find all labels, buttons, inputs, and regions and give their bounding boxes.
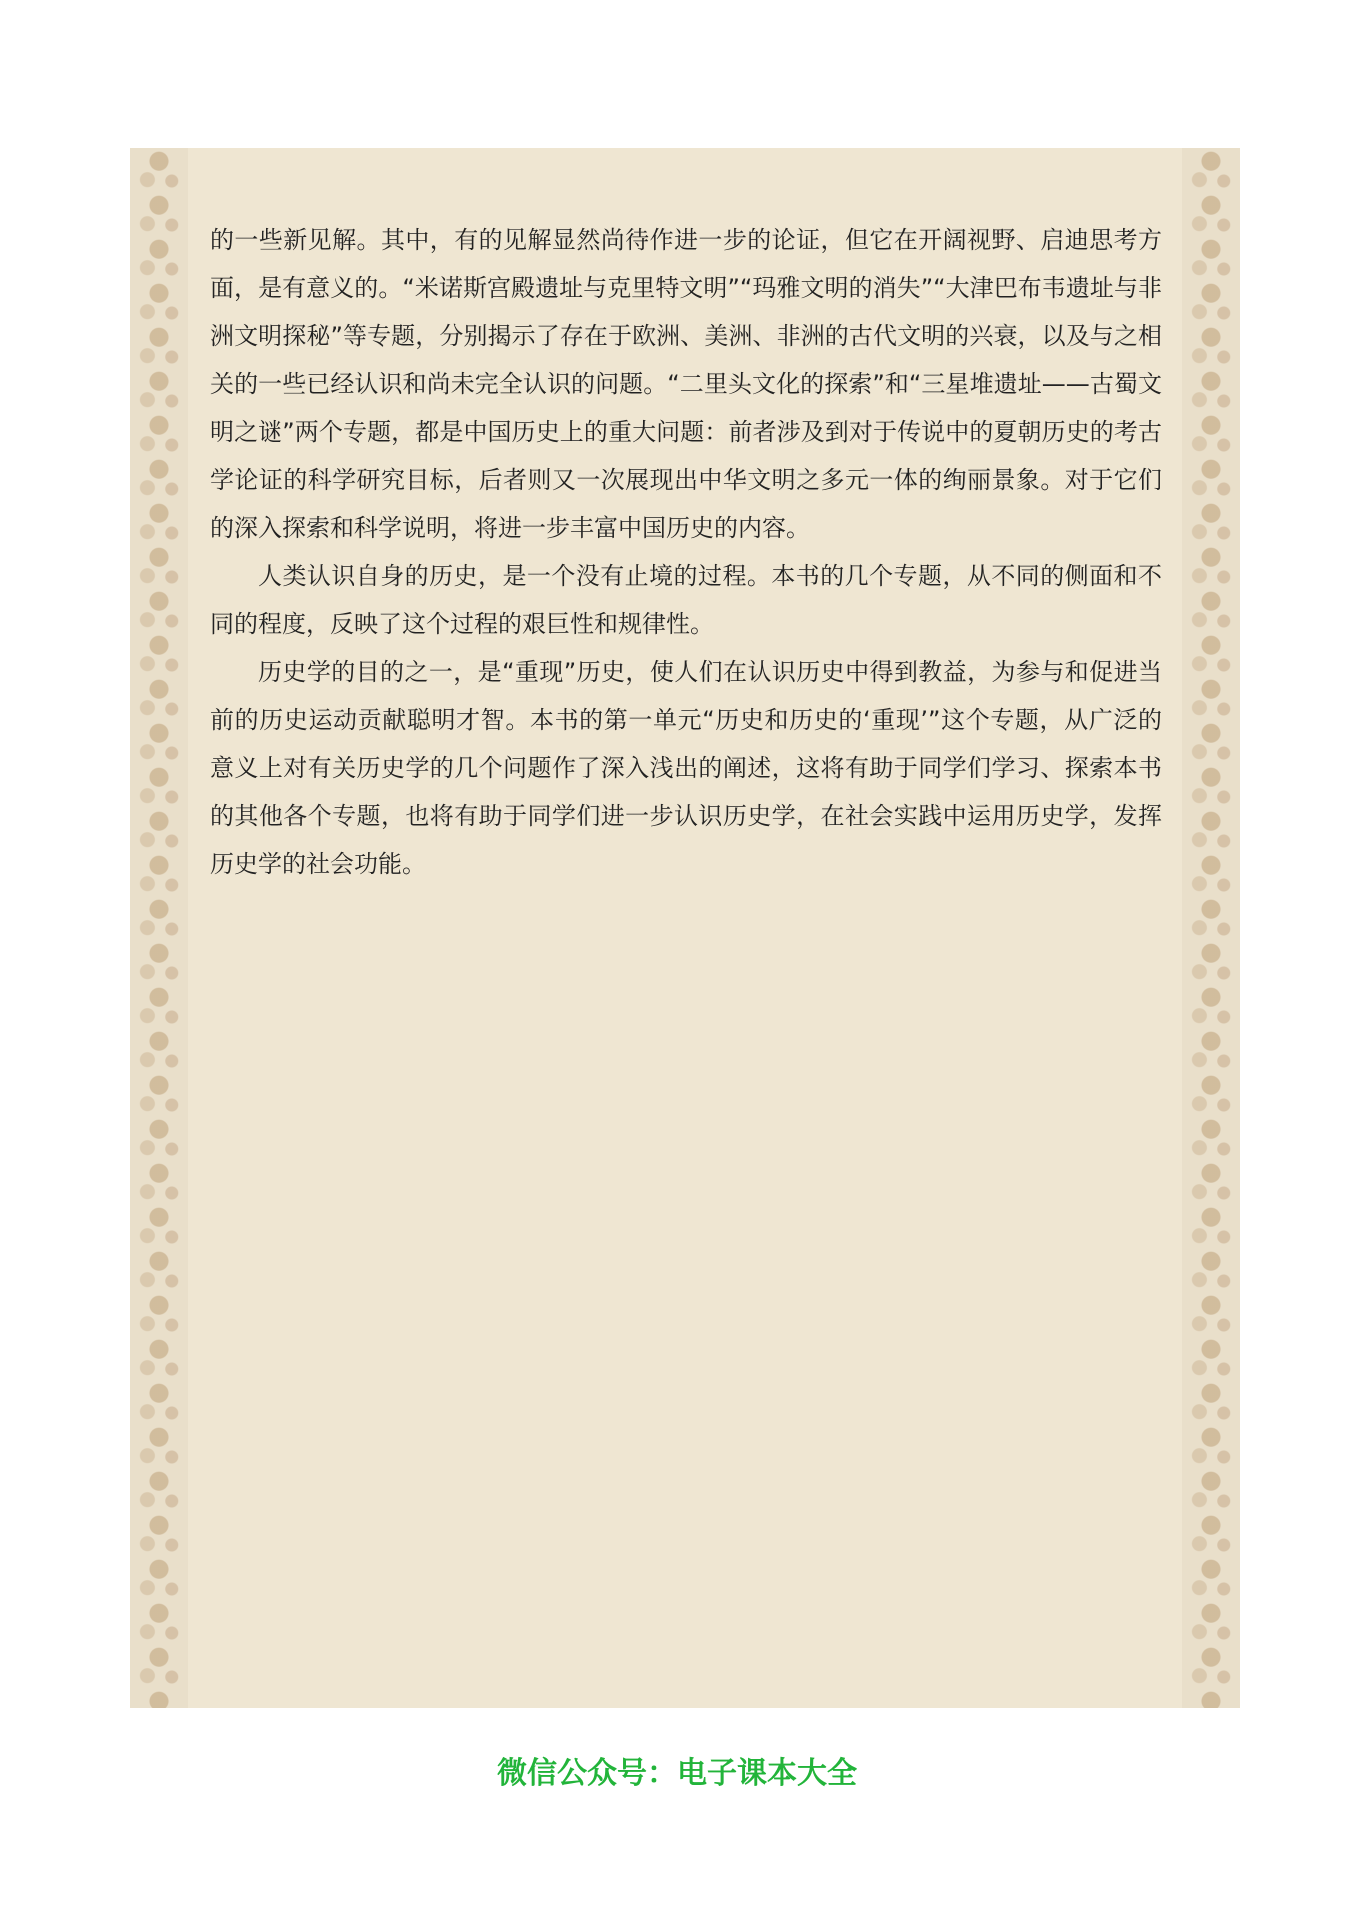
right-ornamental-border bbox=[1182, 148, 1240, 1708]
body-text bbox=[210, 216, 1162, 888]
paragraph-1: 的一些新见解。其中，有的见解显然尚待作进一步的论证，但它在开阔视野、启迪思考方面，是有意义的。“米诺斯宫殿遗址与克里特文明”“玛雅文明的消失”“大津巴布韦遗址与非洲文明探秘”等专题，分别揭示了存在于欧洲、美洲、非洲的古代文明的兴衰，以及与之相关的一些已经认识和尚未完全认识的问题。“二里头文化的探索”和“三星堆遗址——古蜀文明之谜”两个专题，都是中国历史上的重大问题：前者涉及到对于传说中的夏朝历史的考古学论证的科学研究目标，后者则又一次展现出中华文明之多元一体的绚丽景象。对于它们的深入探索和科学说明，将进一步丰富中国历史的内容。 bbox=[210, 226, 1162, 542]
paragraph-2: 人类认识自身的历史，是一个没有止境的过程。本书的几个专题，从不同的侧面和不同的程度，反映了这个过程的艰巨性和规律性。 bbox=[210, 562, 1162, 638]
left-ornamental-border bbox=[130, 148, 188, 1708]
paragraph-3: 历史学的目的之一，是“重现”历史，使人们在认识历史中得到教益，为参与和促进当前的历史运动贡献聪明才智。本书的第一单元“历史和历史的‘重现’”这个专题，从广泛的意义上对有关历史学的几个问题作了深入浅出的阐述，这将有助于同学们学习、探索本书的其他各个专题，也将有助于同学们进一步认识历史学，在社会实践中运用历史学，发挥历史学的社会功能。 bbox=[210, 658, 1162, 878]
page-panel bbox=[130, 148, 1240, 1708]
footer-watermark: 微信公众号：电子课本大全 bbox=[497, 1756, 857, 1791]
